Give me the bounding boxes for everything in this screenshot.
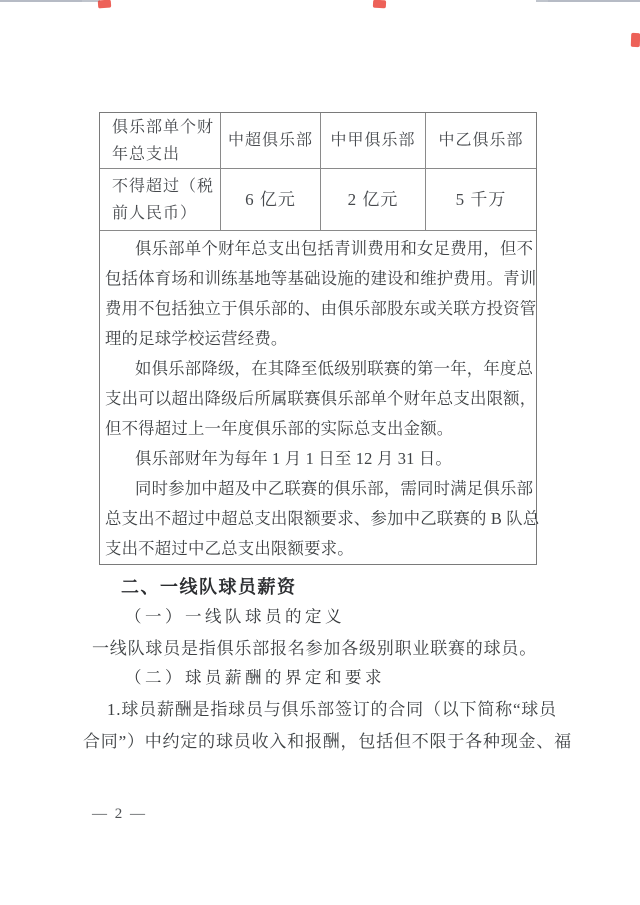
note-line: 同时参加中超及中乙联赛的俱乐部，需同时满足俱乐部 [135, 479, 534, 498]
note-line: 总支出不超过中超总支出限额要求、参加中乙联赛的 B 队总 [105, 509, 540, 528]
subsection-2-body-line1: 1.球员薪酬是指球员与俱乐部签订的合同（以下简称“球员 [107, 700, 557, 719]
note-line: 俱乐部财年为每年 1 月 1 日至 12 月 31 日。 [135, 449, 453, 468]
note-line: 俱乐部单个财年总支出包括青训费用和女足费用，但不 [135, 239, 534, 258]
limit-value: 6 亿元 [245, 190, 296, 209]
table-header-row [100, 113, 536, 169]
limit-label-line2: 前人民币） [112, 204, 198, 222]
subsection-2-body-line2: 合同”）中约定的球员收入和报酬，包括但不限于各种现金、福 [83, 732, 572, 751]
red-seal-mark [98, 0, 112, 8]
note-line: 包括体育场和训练基地等基础设施的建设和维护费用。青训 [105, 269, 537, 288]
table-header-label-cell [100, 113, 221, 169]
table-limit-label-cell [100, 169, 221, 231]
limit-value: 5 千万 [455, 190, 507, 209]
subsection-2-heading: （二）球员薪酬的界定和要求 [125, 668, 385, 687]
limit-value-league-two [426, 169, 536, 231]
table-notes-block [100, 231, 540, 564]
note-line: 理的足球学校运营经费。 [105, 329, 288, 348]
note-line: 支出可以超出降级后所属联赛俱乐部单个财年总支出限额， [105, 389, 537, 408]
limit-value: 2 亿元 [347, 190, 399, 209]
header-label-line1: 俱乐部单个财 [112, 118, 215, 136]
table-header-super-league: 中超俱乐部 [221, 113, 321, 169]
header-label-line2: 年总支出 [112, 145, 181, 163]
table-limit-row [100, 169, 536, 231]
note-line: 如俱乐部降级，在其降至低级别联赛的第一年，年度总 [135, 359, 534, 378]
note-line: 支出不超过中乙总支出限额要求。 [105, 539, 354, 558]
subsection-1-heading: （一）一线队球员的定义 [125, 607, 345, 626]
table-header-league-two: 中乙俱乐部 [426, 113, 536, 169]
scan-artifact-line [548, 0, 640, 2]
limit-value-league-one [321, 169, 426, 231]
limit-label-line1: 不得超过（税 [112, 177, 215, 195]
red-seal-mark [373, 0, 386, 8]
club-spending-limit-table [99, 112, 540, 565]
page-number: — 2 — [92, 806, 147, 822]
table-header-league-one: 中甲俱乐部 [321, 113, 426, 169]
subsection-1-body: 一线队球员是指俱乐部报名参加各级别职业联赛的球员。 [92, 639, 537, 658]
note-line: 但不得超过上一年度俱乐部的实际总支出金额。 [105, 419, 454, 438]
scan-artifact-line [0, 0, 82, 2]
note-line: 费用不包括独立于俱乐部的、由俱乐部股东或关联方投资管 [105, 299, 537, 318]
limit-value-super-league [221, 169, 321, 231]
red-seal-mark [631, 33, 640, 47]
section-heading: 二、一线队球员薪资 [121, 577, 297, 597]
